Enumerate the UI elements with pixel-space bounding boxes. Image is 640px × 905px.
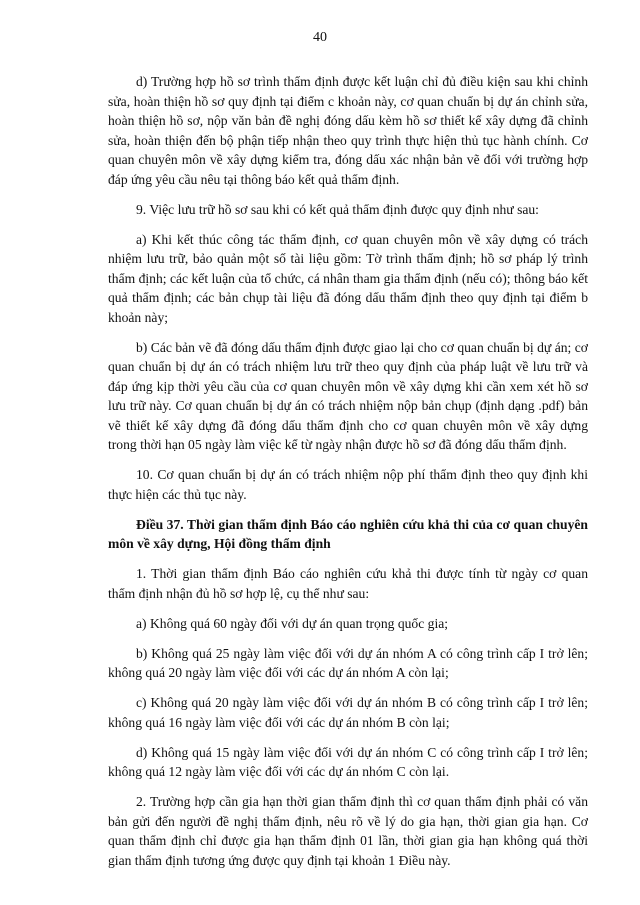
document-body	[108, 72, 588, 881]
paragraph-clause-9a: a) Khi kết thúc công tác thẩm định, cơ quan chuyên môn về xây dựng có trách nhiệm lưu trữ, bảo quản một số tài liệu gồm: Tờ trình thẩm định; hồ sơ pháp lý trình thẩm định; các kết luận của tổ chức, cá nhân tham gia thẩm định (nếu có); thông báo kết quả thẩm định; các bản chụp tài liệu đã đóng dấu thẩm định theo quy định tại điểm b khoản này;	[108, 231, 588, 325]
paragraph-clause-9: 9. Việc lưu trữ hồ sơ sau khi có kết quả thẩm định được quy định như sau:	[136, 201, 539, 217]
paragraph-article-37-clause-1c: c) Không quá 20 ngày làm việc đối với dự án nhóm B có công trình cấp I trở lên; không quá 16 ngày làm việc đối với các dự án nhóm B còn lại;	[108, 695, 588, 730]
paragraph-article-37-clause-1b: b) Không quá 25 ngày làm việc đối với dự án nhóm A có công trình cấp I trở lên; không quá 20 ngày làm việc đối với các dự án nhóm A còn lại;	[108, 645, 588, 680]
paragraph-clause-10: 10. Cơ quan chuẩn bị dự án có trách nhiệm nộp phí thẩm định theo quy định khi thực hiện các thủ tục này.	[108, 467, 588, 502]
page-number: 40	[313, 30, 327, 45]
article-37-heading: Điều 37. Thời gian thẩm định Báo cáo nghiên cứu khả thi của cơ quan chuyên môn về xây dựng, Hội đồng thẩm định	[108, 516, 588, 551]
paragraph-article-37-clause-2: 2. Trường hợp cần gia hạn thời gian thẩm định thì cơ quan thẩm định phải có văn bản gửi đến người đề nghị thẩm định, nêu rõ về lý do gia hạn, thời gian gia hạn. Cơ quan thẩm định chỉ được gia hạn thẩm định 01 lần, thời gian gia hạn không quá thời gian thẩm định tương ứng được quy định tại khoản 1 Điều này.	[108, 794, 588, 868]
paragraph-article-37-clause-1d: d) Không quá 15 ngày làm việc đối với dự án nhóm C có công trình cấp I trở lên; không quá 12 ngày làm việc đối với các dự án nhóm C còn lại.	[108, 744, 588, 779]
paragraph-clause-9b: b) Các bản vẽ đã đóng dấu thẩm định được giao lại cho cơ quan chuẩn bị dự án; cơ quan chuẩn bị dự án có trách nhiệm lưu trữ theo quy định của pháp luật về lưu trữ và đáp ứng kịp thời yêu cầu của cơ quan chuyên môn về xây dựng khi cần xem xét hồ sơ lưu trữ này. Cơ quan chuẩn bị dự án có trách nhiệm nộp bản chụp (định dạng .pdf) bản vẽ thiết kế xây dựng đã đóng dấu thẩm định cho cơ quan chuyên môn về xây dựng trong thời hạn 05 ngày làm việc kể từ ngày nhận được hồ sơ đã đóng dấu thẩm định.	[108, 339, 588, 452]
paragraph-article-37-clause-1: 1. Thời gian thẩm định Báo cáo nghiên cứu khả thi được tính từ ngày cơ quan thẩm định nhận đủ hồ sơ hợp lệ, cụ thể như sau:	[108, 566, 588, 601]
paragraph-clause-8d: d) Trường hợp hồ sơ trình thẩm định được kết luận chỉ đủ điều kiện sau khi chỉnh sửa, hoàn thiện hồ sơ quy định tại điểm c khoản này, cơ quan chuẩn bị dự án chỉnh sửa, hoàn thiện hồ sơ, nộp văn bản đề nghị đóng dấu kèm hồ sơ thiết kế xây dựng đã chỉnh sửa, hoàn thiện đến bộ phận tiếp nhận theo quy trình thực hiện thủ tục hành chính. Cơ quan chuyên môn về xây dựng kiểm tra, đóng dấu xác nhận bản vẽ đối với trường hợp đáp ứng yêu cầu nêu tại thông báo kết quả thẩm định.	[108, 74, 588, 187]
paragraph-article-37-clause-1a: a) Không quá 60 ngày đối với dự án quan trọng quốc gia;	[136, 615, 449, 631]
